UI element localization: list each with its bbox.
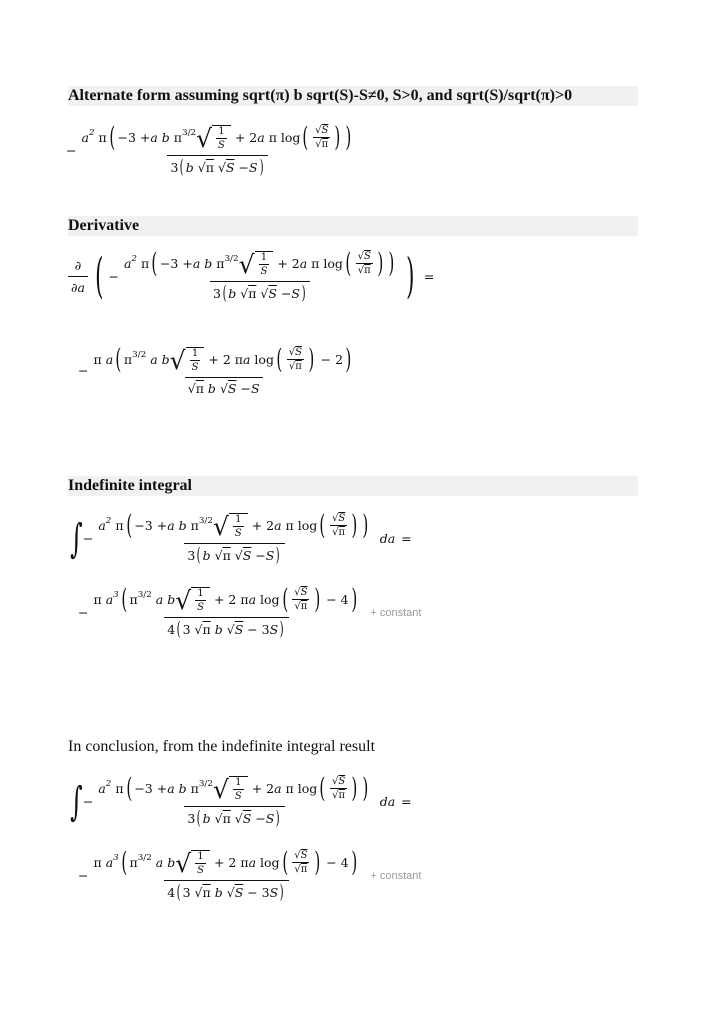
derivative-rhs: − π a ( $\pi^{3/2}$ a b √ 1 S + 2 π a log ( √ S √ π ) − 2 ) √π b √S − S (78, 343, 352, 396)
conclusion-integral-lhs: ∫ − $a^2$ π ( −3 + a b $\pi^{3/2}$ √ 1 S + 2 a π log ( √ S √ π ) ) 3 ( b √π √S − S ) da = (70, 772, 412, 829)
derivative-lhs: ∂ ∂a ( − $a^2$ π ( −3 + a b $\pi^{3/2}$ √ 1 S + 2 a π log ( √ S √ π ) ) 3 ( b √π √S − S ) ) = (66, 250, 434, 303)
integral-sign: ∫ (70, 515, 83, 562)
derivative-header: Derivative (68, 216, 638, 236)
plus-constant-label: + constant (370, 869, 422, 882)
plus-constant-label: + constant (370, 606, 422, 619)
alternate-form-expression (66, 121, 359, 178)
integral-lhs: ∫ − $a^2$ π ( −3 + a b $\pi^{3/2}$ √ 1 S + 2 a π log ( √ S √ π ) ) 3 ( b √π √S − S ) da = (70, 509, 412, 566)
conclusion-text: In conclusion, from the indefinite integral result (68, 738, 376, 755)
integral-rhs: − π $a^3$ ( $\pi^{3/2}$ a b √ 1 S + 2 π a log ( √ S √ π ) − 4 ) 4 ( 3 √π b √S − 3 S ) + constant (78, 583, 422, 640)
conclusion-integral-rhs: − π $a^3$ ( $\pi^{3/2}$ a b √ 1 S + 2 π a log ( √ S √ π ) − 4 ) 4 ( 3 √π b √S − 3 S ) + constant (78, 846, 422, 903)
partial-operator: ∂ ∂a (68, 258, 88, 295)
main-fraction: $a^2$ π ( −3 + a b $\pi^{3/2}$ √ 1 S + 2 a π log ( √ S √ π ) ) 3 ( b √π √S − S ) (81, 121, 352, 178)
indefinite-integral-header: Indefinite integral (68, 476, 638, 496)
minus-sign: − (66, 143, 77, 159)
integral-sign: ∫ (70, 778, 83, 825)
alternate-form-header: Alternate form assuming sqrt(π) b sqrt(S)-S≠0, S>0, and sqrt(S)/sqrt(π)>0 (68, 86, 638, 106)
